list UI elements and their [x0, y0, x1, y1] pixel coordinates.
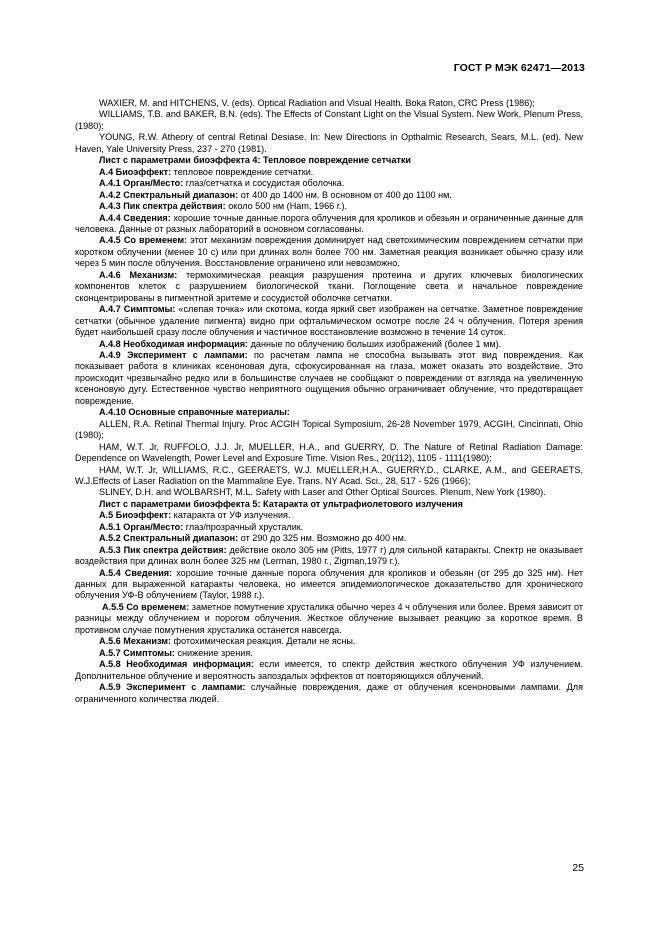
sheet-5-item: А.5.3 Пик спектра действия: действие около 305 нм (Pitts, 1977 г) для сильной катаракты. Спектр не оказывает воздействия при длинах волн более 325 нм (Lerman, 1980 г., Zigman,1979 г.). [75, 544, 583, 567]
reference: HAM, W.T. Jr, WILLIAMS, R.C., GEERAETS, W.J. MUELLER,H.A., GUERRY,D., CLARKE, A.M., and GEERAETS, W.J.Effects of Laser Radiation on the Mammaline Eye. Trans. NY Acad. Sci., 28, 517 - 526 (1966); [75, 464, 583, 486]
reference: HAM, W.T. Jr, RUFFOLO, J.J. Jr, MUELLER, H.A., and GUERRY, D. The Nature of Retinal Radiation Damage: Dependence on Wavelength, Power Level and Exposure Time. Vision Res., 20(112), 1105 - 1111(1980); [75, 441, 583, 464]
sheet-4-title: Лист с параметрами биоэффекта 4: Тепловое повреждение сетчатки [99, 155, 411, 166]
reference: SLINEY, D.H. and WOLBARSHT, M.L. Safety with Laser and Other Optical Sources. Plenum, New York (1980). [99, 487, 546, 498]
sheet-4-item: А.4.9 Эксперимент с лампами: по расчетам лампа не способна вызывать этот вид повреждения. Как показывает работа в клиниках ксеноновая дуга, сфокусированная на глаза, может оказать это воздействие. Это происходит чрезвычайно редко или в большинстве случаев не сообщают о повреждении от взгляда на увеличенную ксеноновую дугу. Естественное чувство неприятного ощущения обычно ограничивает облучение, что предотвращает повреждение. [75, 349, 583, 406]
sheet-4-item: А.4.10 Основные справочные материалы: [99, 407, 290, 418]
sheet-5-item: А.5.9 Эксперимент с лампами: случайные повреждения, даже от облучения ксеноновыми лампами. Для ограниченного количества людей. [75, 682, 583, 704]
sheet-4-item: А.4.3 Пик спектра действия: около 500 нм (Ham, 1966 г.). [99, 201, 348, 212]
reference: ALLEN, R.A. Retinal Thermal Injury. Proc ACGIH Topical Symposium, 26-28 November 1979, ACGIH, Cincinnati, Ohio (1980); [75, 418, 583, 441]
document-id: ГОСТ Р МЭК 62471—2013 [453, 62, 585, 74]
sheet-5-item: А.5.8 Необходимая информация: если имеется, то спектр действия жесткого облучения УФ излучением. Дополнительное облучение и вероятность запоздалых эффектов от повторяющихся облучений. [75, 659, 583, 681]
sheet-5-title: Лист с параметрами биоэффекта 5: Катаракта от ультрафиолетового излучения [99, 498, 463, 509]
reference: WAXIER, M. and HITCHENS, V. (eds). Optical Radiation and Visual Health. Boka Raton, CRC Press (1986); [99, 98, 535, 108]
page-content [75, 98, 583, 705]
sheet-4-item: А.4.8 Необходимая информация: данные по облучению больших изображений (более 1 мм). [99, 338, 502, 349]
reference: YOUNG, R.W. Atheory of central Retinal Desiase. In: New Directions in Opthalmic Research, Sears, M.L. (ed). New Haven, Yale University Press, 237 - 270 (1981). [75, 132, 583, 154]
sheet-5-item: А.5.4 Сведения: хорошие точные данные порога облучения для кроликов и обезьян (от 295 до 325 нм). Нет данных для выраженной катаракты человека, но имеется эпидемиологическое доказательство для хронического облучения УФ-В облучением (Taylor, 1988 г.). [75, 567, 583, 601]
sheet-5-item: А.5.2 Спектральный диапазон: от 290 до 325 нм. Возможно до 400 нм. [99, 533, 407, 544]
sheet-5-item: А.5 Биоэффект: катаракта от УФ излучения. [99, 510, 291, 521]
sheet-5-item: А.5.6 Механизм: фотохимическая реакция. Детали не ясны. [99, 636, 356, 647]
page-number: 25 [572, 862, 584, 874]
reference: WILLIAMS, T.B. and BAKER, B.N. (eds). The Effects of Constant Light on the Visual System. New Work, Plenum Press, (1980); [75, 109, 583, 131]
sheet-5-item: А.5.5 Со временем: заметное помутнение хрусталика обычно через 4 ч облучения или более. Время зависит от разницы между облучением и порогом облучения. Жесткое облучение вызывает реакцию за короткое время. В противном случае помутнения хрусталика останется навсегда. [75, 601, 583, 635]
sheet-4-item: А.4.2 Спектральный диапазон: от 400 до 1400 нм. В основном от 400 до 1100 нм. [99, 189, 452, 200]
sheet-4-item: А.4.7 Симптомы: «слепая точка» или скотома, когда яркий свет изображен на сетчатке. Заметное повреждение сетчатки (обычное удаление пигмента) видно при офтальмическом осмотре после 24 ч облучения. Потеря зрения будет наибольшей сразу после облучения и частичное восстановление возможно в течение 14 суток. [75, 304, 583, 338]
sheet-4-item: А.4.4 Сведения: хорошие точные данные порога облучения для кроликов и обезьян и ограниченные данные для человека. Данные от разных лабораторий в основном согласованы. [75, 212, 583, 234]
sheet-5-item: А.5.1 Орган/Место: глаз/прозрачный хрусталик. [99, 521, 304, 532]
sheet-4-item: А.4.1 Орган/Место: глаз/сетчатка и сосудистая оболочка. [99, 178, 345, 189]
sheet-4-item: А.4.6 Механизм: термохимическая реакция разрушения протеина и других ключевых биологических компонентов клеток с разрушением биологической ткани. Поглощение света и начальное повреждение сконцентрированы в пигментной эритеме и сосудистой оболочке сетчатки. [75, 269, 583, 303]
sheet-5-item: А.5.7 Симптомы: снижение зрения. [99, 647, 253, 658]
sheet-4-item: А.4.5 Со временем: этот механизм повреждения доминирует над светохимическим повреждением сетчатки при коротком облучении (менее 10 с) или при длинах волн более 700 нм. Заметная реакция возникает обычно сразу или через 5 мин после облучения. Восстановление ограничено или невозможно. [75, 235, 583, 269]
sheet-4-item: А.4 Биоэффект: тепловое повреждение сетчатки. [99, 166, 314, 177]
